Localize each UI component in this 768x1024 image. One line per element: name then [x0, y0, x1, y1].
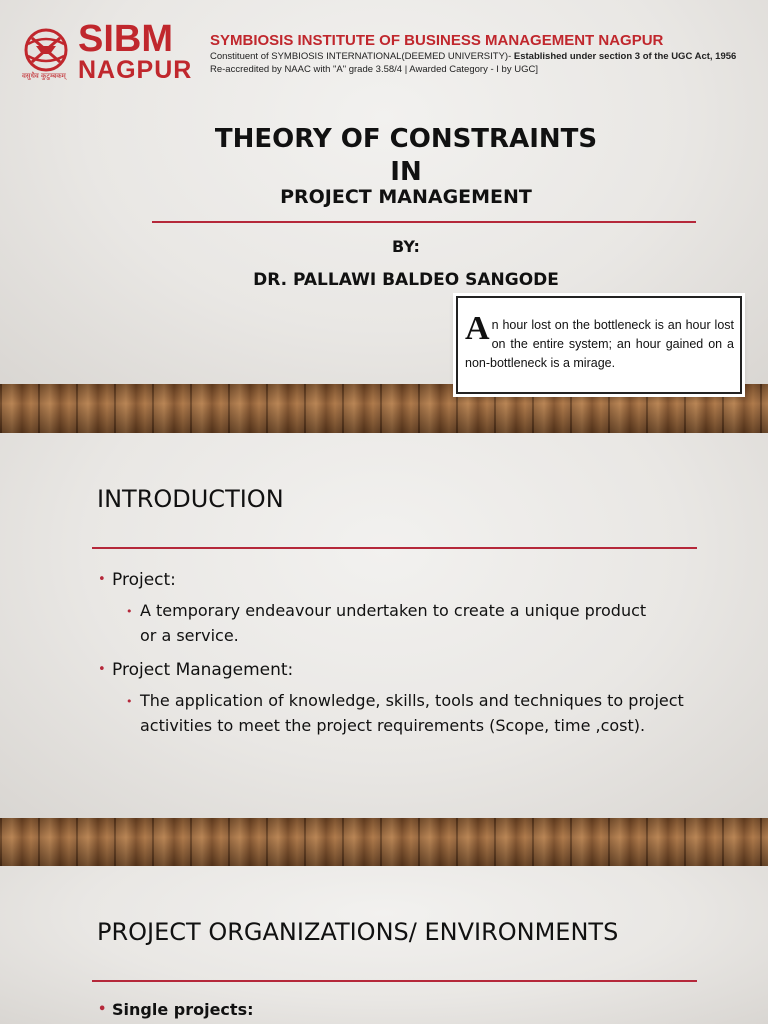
- bullet-project-management: • Project Management:: [98, 660, 294, 680]
- bullet-dot-icon: •: [126, 695, 133, 708]
- slide-heading: PROJECT ORGANIZATIONS/ ENVIRONMENTS: [97, 918, 619, 946]
- globe-logo-icon: [22, 24, 72, 74]
- author-name: DR. PALLAWI BALDEO SANGODE: [253, 270, 559, 290]
- wood-floor-2: [0, 818, 768, 866]
- bullet-dot-icon: •: [98, 662, 106, 677]
- title-divider: [152, 221, 696, 223]
- bullet-dot-icon: •: [126, 605, 133, 618]
- logo-tagline: वसुधैव कुटुम्बकम्: [22, 72, 66, 80]
- logo-brand: SIBM: [78, 18, 173, 60]
- quote-drop-cap: A: [465, 310, 490, 347]
- slide-introduction: [0, 433, 768, 820]
- title-line-2: IN: [390, 157, 422, 187]
- quote-text: n hour lost on the bottleneck is an hour lost on the entire system; an hour gained on a non-bottleneck is a mirage.: [465, 318, 734, 370]
- bottleneck-quote: [456, 296, 742, 394]
- bullet-single-projects: • Single projects:: [98, 1000, 254, 1019]
- sub-bullet-pm-definition: • The application of knowledge, skills, tools and techniques to project activities to meet the project requirements (Scope, time ,cost).: [126, 691, 684, 735]
- heading-divider: [92, 980, 697, 982]
- bullet-dot-icon: •: [98, 1002, 107, 1017]
- slide-project-organizations: [0, 866, 768, 1024]
- institute-line-1: Constituent of SYMBIOSIS INTERNATIONAL(DEEMED UNIVERSITY)- Established under section 3 of the UGC Act, 1956: [210, 51, 737, 62]
- bullet-dot-icon: •: [98, 572, 106, 587]
- sub-bullet-project-definition: • A temporary endeavour undertaken to create a unique product or a service.: [126, 601, 647, 645]
- title-line-1: THEORY OF CONSTRAINTS: [214, 124, 598, 154]
- by-label: BY:: [392, 237, 420, 256]
- heading-divider: [92, 547, 697, 549]
- logo-city: NAGPUR: [78, 56, 193, 84]
- slide-heading: INTRODUCTION: [97, 485, 284, 513]
- subtitle: PROJECT MANAGEMENT: [280, 186, 532, 208]
- institute-name: SYMBIOSIS INSTITUTE OF BUSINESS MANAGEMENT NAGPUR: [210, 32, 664, 49]
- institute-line-2: Re-accredited by NAAC with "A" grade 3.58/4 | Awarded Category - I by UGC]: [210, 64, 538, 75]
- bullet-project: • Project:: [98, 570, 176, 590]
